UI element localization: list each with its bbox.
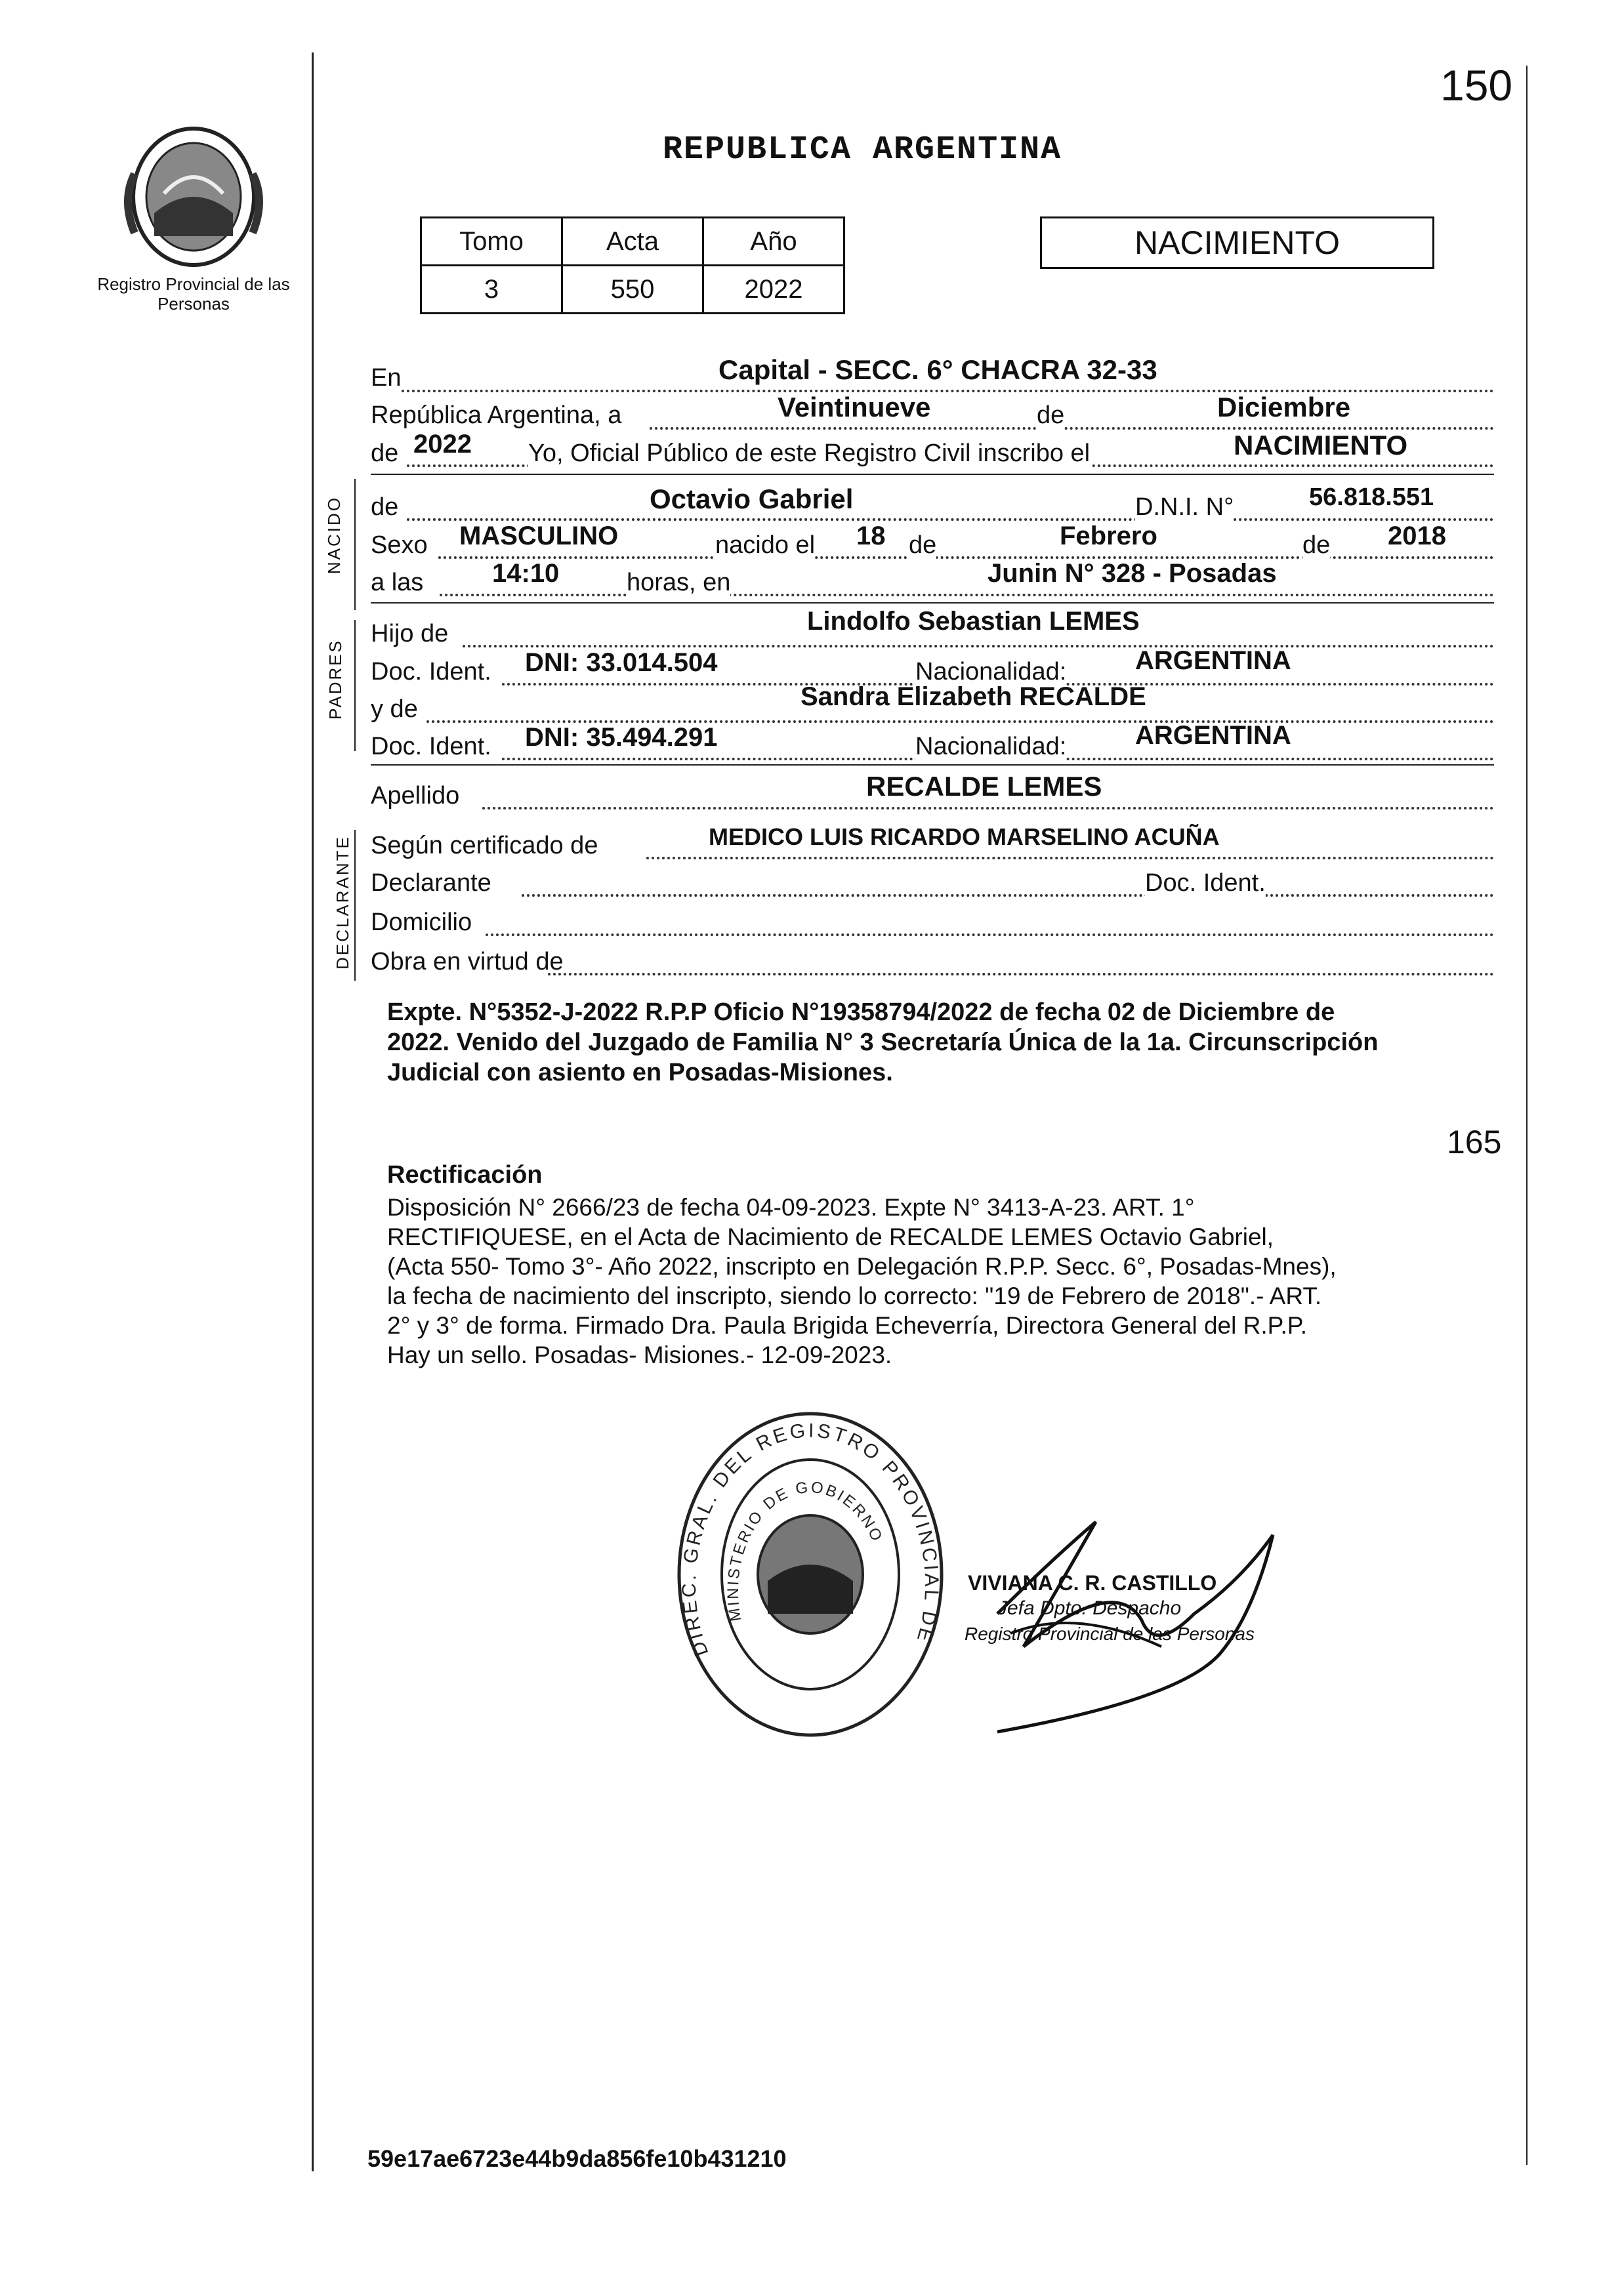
mother-name: Sandra Elizabeth RECALDE xyxy=(801,682,1146,711)
nacido-label: nacido el xyxy=(715,531,816,559)
child-first-names: Octavio Gabriel xyxy=(650,483,854,514)
nacionalidad-label: Nacionalidad: xyxy=(915,733,1067,760)
document-hash: 59e17ae6723e44b9da856fe10b431210 xyxy=(367,2145,787,2172)
en-label: En xyxy=(371,364,402,392)
country-title: REPUBLICA ARGENTINA xyxy=(663,131,1062,169)
dni-label: D.N.I. N° xyxy=(1135,493,1234,521)
section-bar-padres xyxy=(354,620,356,751)
dotted-line xyxy=(522,894,1494,897)
de-label: de xyxy=(909,531,937,559)
mother-nationality: ARGENTINA xyxy=(1135,721,1291,750)
signer-name: VIVIANA C. R. CASTILLO xyxy=(968,1571,1217,1595)
republica-label: República Argentina, a xyxy=(371,401,622,429)
child-dni: 56.818.551 xyxy=(1309,483,1434,511)
side-label-padres: PADRES xyxy=(325,639,345,720)
section-bar-nacido xyxy=(354,479,356,610)
doc-ident-label: Doc. Ident. xyxy=(371,733,491,760)
father-nationality: ARGENTINA xyxy=(1135,646,1291,675)
rectificacion-line: la fecha de nacimiento del inscripto, siendo lo correcto: "19 de Febrero de 2018".- ART. xyxy=(387,1282,1322,1309)
father-name: Lindolfo Sebastian LEMES xyxy=(807,607,1140,636)
rectificacion-body xyxy=(387,1193,1522,1370)
side-label-nacido: NACIDO xyxy=(324,495,344,575)
y-de-label: y de xyxy=(371,695,418,723)
dotted-line xyxy=(440,594,1494,596)
table-value-tomo: 3 xyxy=(421,266,562,314)
separator-line xyxy=(371,764,1494,766)
de-label: de xyxy=(1302,531,1331,559)
separator-line xyxy=(371,474,1494,475)
dotted-line xyxy=(486,933,1494,936)
expediente-line: Expte. N°5352-J-2022 R.P.P Oficio N°19358794/2022 de fecha 02 de Diciembre de xyxy=(387,998,1335,1026)
place-of-registration: Capital - SECC. 6° CHACRA 32-33 xyxy=(718,354,1157,385)
doc-ident-label: Doc. Ident. xyxy=(371,658,491,686)
right-margin-line xyxy=(1526,66,1528,2165)
registration-month: Diciembre xyxy=(1217,392,1351,422)
de-label: de xyxy=(371,493,399,521)
birth-hour: 14:10 xyxy=(492,559,560,588)
act-type-box: NACIMIENTO xyxy=(1040,216,1434,269)
birth-year: 2018 xyxy=(1388,522,1446,550)
dotted-line xyxy=(548,973,1494,975)
logo-caption: Registro Provincial de las Personas xyxy=(97,274,290,314)
expediente-note xyxy=(387,997,1529,1088)
birth-month: Febrero xyxy=(1060,522,1157,550)
dotted-line xyxy=(438,556,1494,559)
a-las-label: a las xyxy=(371,569,424,596)
table-value-acta: 550 xyxy=(562,266,703,314)
province-logo xyxy=(115,115,272,272)
svg-text:MINISTERIO DE GOBIERNO: MINISTERIO DE GOBIERNO xyxy=(724,1478,886,1623)
province-seal-icon xyxy=(115,115,272,272)
de-label: de xyxy=(1037,401,1065,429)
declarante-doc-label: Doc. Ident. xyxy=(1145,869,1266,897)
surname: RECALDE LEMES xyxy=(866,771,1102,802)
nacionalidad-label: Nacionalidad: xyxy=(915,658,1067,686)
left-margin-line xyxy=(312,52,314,2171)
registration-year: 2022 xyxy=(413,430,472,459)
birth-day: 18 xyxy=(856,522,886,550)
table-value-anio: 2022 xyxy=(703,266,844,314)
rectificacion-number: 165 xyxy=(1447,1124,1502,1160)
rectificacion-line: Hay un sello. Posadas- Misiones.- 12-09-2023. xyxy=(387,1342,892,1368)
de-label: de xyxy=(371,440,399,467)
dotted-line xyxy=(463,645,1494,647)
obra-label: Obra en virtud de xyxy=(371,948,564,975)
dotted-line xyxy=(482,807,1494,810)
birth-place: Junin N° 328 - Posadas xyxy=(988,559,1277,588)
register-table xyxy=(420,216,845,314)
svg-text:DIREC. GRAL. DEL REGISTRO PROV: DIREC. GRAL. DEL REGISTRO PROVINCIAL DE xyxy=(678,1420,943,1659)
declarante-label: Declarante xyxy=(371,869,491,897)
rectificacion-line: RECTIFIQUESE, en el Acta de Nacimiento de RECALDE LEMES Octavio Gabriel, xyxy=(387,1223,1274,1250)
domicilio-label: Domicilio xyxy=(371,909,472,936)
expediente-line: Judicial con asiento en Posadas-Misiones. xyxy=(387,1059,893,1086)
rectificacion-line: Disposición N° 2666/23 de fecha 04-09-2023. Expte N° 3413-A-23. ART. 1° xyxy=(387,1194,1195,1221)
hijo-label: Hijo de xyxy=(371,620,449,647)
father-doc: DNI: 33.014.504 xyxy=(525,648,718,677)
section-bar-declarante xyxy=(354,830,356,981)
dotted-line xyxy=(646,857,1494,859)
signer-institution: Registro Provincial de las Personas xyxy=(965,1624,1255,1644)
rectificacion-line: 2° y 3° de forma. Firmado Dra. Paula Brigida Echeverría, Directora General del R.P.P. xyxy=(387,1312,1307,1339)
sexo-label: Sexo xyxy=(371,531,428,559)
inscribed-type: NACIMIENTO xyxy=(1234,430,1408,461)
mother-doc: DNI: 35.494.291 xyxy=(525,723,718,752)
separator-line xyxy=(371,602,1494,604)
table-header-acta: Acta xyxy=(562,218,703,266)
child-sex: MASCULINO xyxy=(459,522,619,550)
segun-label: Según certificado de xyxy=(371,832,598,859)
table-header-tomo: Tomo xyxy=(421,218,562,266)
horas-label: horas, en xyxy=(627,569,731,596)
dotted-line xyxy=(407,518,1494,521)
registration-day: Veintinueve xyxy=(778,392,931,422)
expediente-line: 2022. Venido del Juzgado de Familia N° 3 Secretaría Única de la 1a. Circunscripción xyxy=(387,1029,1379,1056)
signer-role: Jefa Dpto. Despacho xyxy=(997,1597,1182,1619)
side-label-declarante: DECLARANTE xyxy=(332,835,352,970)
apellido-label: Apellido xyxy=(371,782,460,810)
rectificacion-line: (Acta 550- Tomo 3°- Año 2022, inscripto en Delegación R.P.P. Secc. 6°, Posadas-Mnes), xyxy=(387,1253,1337,1280)
registry-stamp-icon xyxy=(669,1404,951,1745)
official-stamp xyxy=(669,1404,951,1745)
rectificacion-title: Rectificación xyxy=(387,1161,543,1189)
certificate-issuer: MEDICO LUIS RICARDO MARSELINO ACUÑA xyxy=(709,823,1220,850)
yo-label: Yo, Oficial Público de este Registro Civil inscribo el xyxy=(528,440,1091,467)
table-header-anio: Año xyxy=(703,218,844,266)
page-number: 150 xyxy=(1440,61,1513,110)
